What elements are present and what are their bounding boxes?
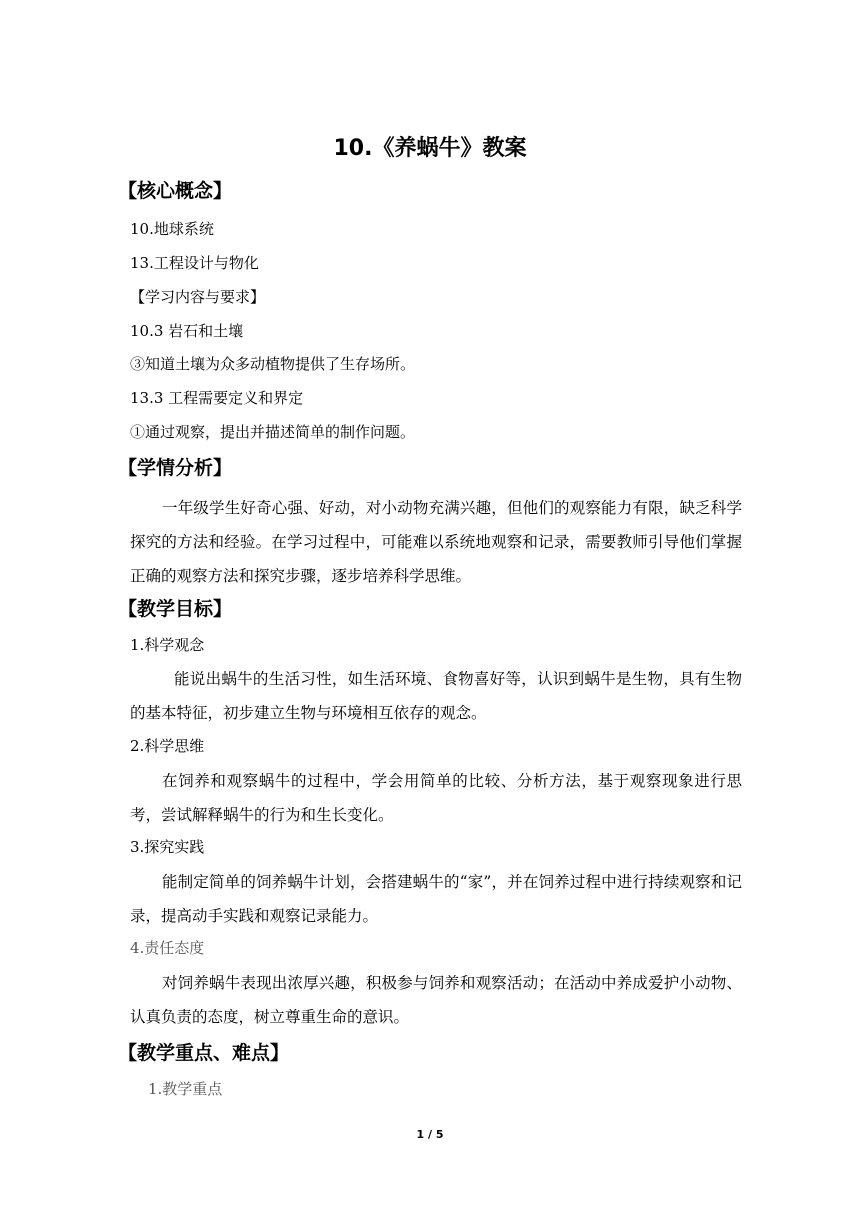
core-line-3: 【学习内容与要求】: [130, 288, 266, 306]
learner-analysis-paragraph: 一年级学生好奇心强、好动，对小动物充满兴趣，但他们的观察能力有限，缺乏科学探究的方法和经验。在学习过程中，可能难以系统地观察和记录，需要教师引导他们掌握正确的观察方法和探究步骤，逐步培养科学思维。: [130, 499, 742, 585]
heading-key-points: 【教学重点、难点】: [118, 1042, 290, 1064]
page-number: 1 / 5: [416, 1128, 444, 1141]
core-line-4: 10.3 岩石和土壤: [130, 322, 244, 340]
goal-label-4: 4.责任态度: [130, 939, 205, 957]
goal-text-4: 对饲养蜗牛表现出浓厚兴趣，积极参与饲养和观察活动；在活动中养成爱护小动物、认真负责的态度，树立尊重生命的意识。: [130, 974, 742, 1026]
key-point-item-1: 1.教学重点: [148, 1080, 223, 1098]
goal-label-3: 3.探究实践: [130, 838, 205, 856]
goal-label-2: 2.科学思维: [130, 737, 205, 755]
core-line-5: ③知道土壤为众多动植物提供了生存场所。: [130, 355, 416, 373]
heading-learner-analysis: 【学情分析】: [118, 457, 233, 479]
goal-label-1: 1.科学观念: [130, 636, 205, 654]
core-line-2: 13.工程设计与物化: [130, 254, 259, 272]
core-line-6: 13.3 工程需要定义和界定: [130, 389, 304, 407]
core-line-7: ①通过观察，提出并描述简单的制作问题。: [130, 423, 416, 441]
goal-text-3: 能制定简单的饲养蜗牛计划，会搭建蜗牛的“家”，并在饲养过程中进行持续观察和记录，提高动手实践和观察记录能力。: [130, 873, 742, 925]
goal-text-2: 在饲养和观察蜗牛的过程中，学会用简单的比较、分析方法，基于观察现象进行思考，尝试解释蜗牛的行为和生长变化。: [130, 772, 742, 824]
heading-teaching-goals: 【教学目标】: [118, 598, 233, 620]
heading-core-concepts: 【核心概念】: [118, 180, 233, 202]
document-title: 10.《养蜗牛》教案: [333, 136, 527, 161]
core-line-1: 10.地球系统: [130, 220, 214, 238]
goal-text-1: 能说出蜗牛的生活习性，如生活环境、食物喜好等，认识到蜗牛是生物，具有生物的基本特征，初步建立生物与环境相互依存的观念。: [130, 670, 742, 722]
